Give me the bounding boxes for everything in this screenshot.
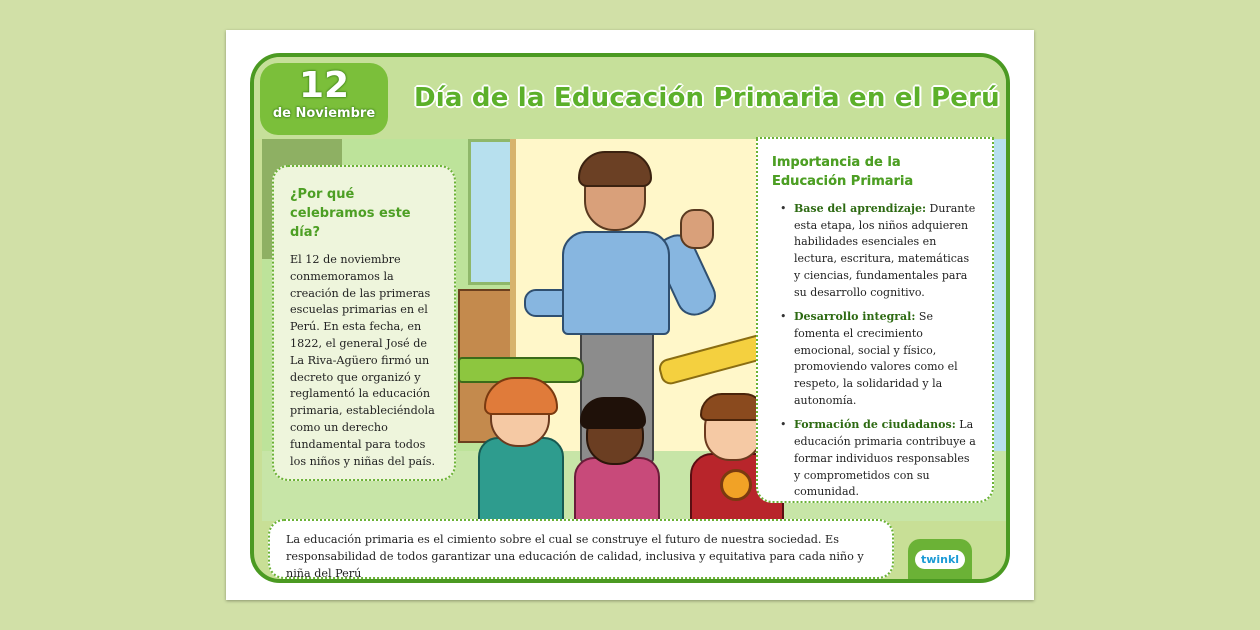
why-celebrate-panel xyxy=(272,165,456,481)
point-text: Durante esta etapa, los niños adquieren habilidades esenciales en lectura, escritura, matemáticas y ciencias, fundamentales para su desarrollo cognitivo. xyxy=(794,202,976,299)
point-term: Base del aprendizaje: xyxy=(794,202,927,215)
logo-text: twinkl xyxy=(915,550,965,569)
teacher-hair xyxy=(578,151,652,187)
date-day: 12 xyxy=(298,65,350,106)
list-item xyxy=(772,309,976,409)
point-text: La educación primaria contribuye a formar individuos responsables y comprometidos con su comunidad. xyxy=(794,418,976,499)
point-term: Formación de ciudadanos: xyxy=(794,418,956,432)
list-item xyxy=(772,201,976,301)
date-badge xyxy=(260,63,388,135)
importance-heading: Importancia de la Educación Primaria xyxy=(772,155,914,189)
teacher-body xyxy=(562,231,670,335)
why-celebrate-heading: ¿Por qué celebramos este día? xyxy=(290,187,411,240)
importance-list xyxy=(772,201,976,501)
window-decoration xyxy=(468,139,514,285)
girl-pink-body xyxy=(574,457,660,521)
point-text: Se fomenta el crecimiento emocional, social y físico, promoviendo valores como el respeto, la solidaridad y la autonomía. xyxy=(794,310,958,407)
point-term: Desarrollo integral: xyxy=(794,310,916,324)
girl-pink-hair xyxy=(580,397,646,429)
date-month: de Noviembre xyxy=(272,106,376,121)
list-item xyxy=(772,417,976,501)
sun-emblem xyxy=(720,469,752,501)
girl-teal-body xyxy=(478,437,564,521)
twinkl-logo xyxy=(908,539,972,579)
teacher-waving-hand xyxy=(680,209,714,249)
poster xyxy=(250,53,1010,583)
why-celebrate-text: El 12 de noviembre conmemoramos la creación de las primeras escuelas primarias en el Perú. En esta fecha, en 1822, el general José de La Riva-Agüero firmó un decreto que organizó y reglamentó la educación primaria, estableciéndola como un derecho fundamental para todos los niños y niñas del país. xyxy=(290,253,436,468)
importance-panel xyxy=(756,137,994,503)
page-title: Día de la Educación Primaria en el Perú xyxy=(414,83,1000,113)
conclusion-box: La educación primaria es el cimiento sobre el cual se construye el futuro de nuestra sociedad. Es responsabilidad de todos garantizar una educación de calidad, inclusiva y equitativa para cada niño y niña del Perú xyxy=(268,519,894,579)
